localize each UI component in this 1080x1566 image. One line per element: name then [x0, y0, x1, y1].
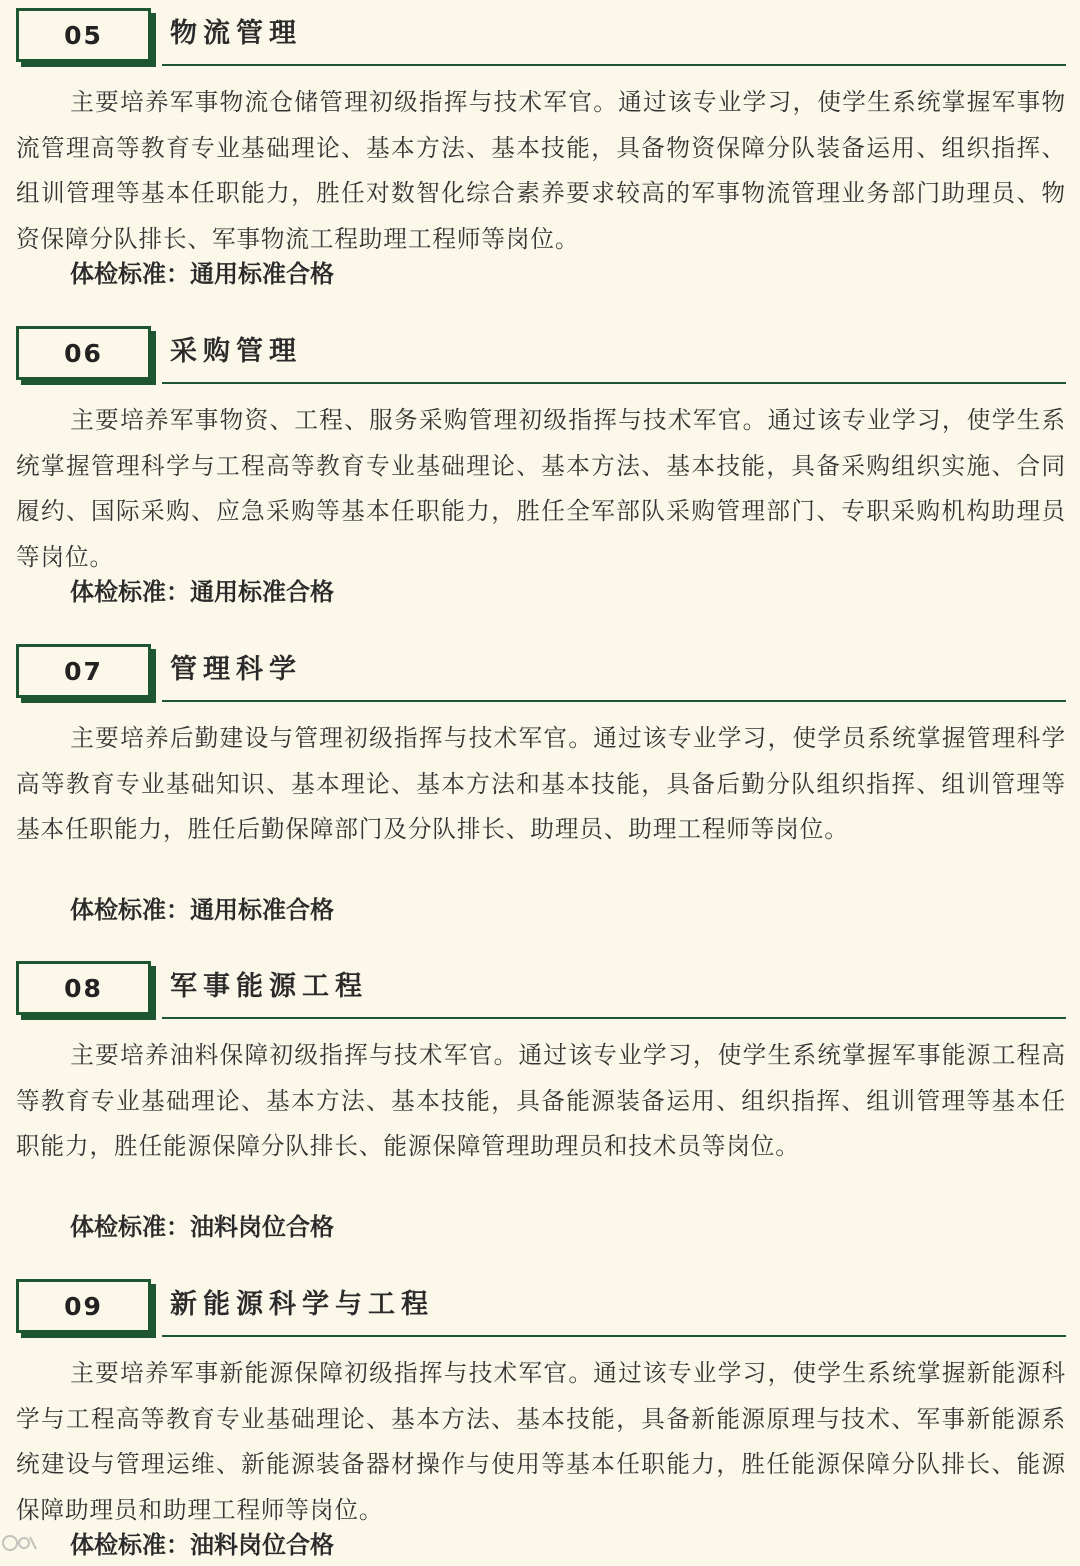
section-number-box: 08: [16, 961, 151, 1015]
section-number-box: 09: [16, 1279, 151, 1333]
section-title: 军事能源工程: [170, 971, 368, 1002]
title-underline: [162, 382, 1066, 384]
section-description: 主要培养军事新能源保障初级指挥与技术军官。通过该专业学习，使学生系统掌握新能源科学与工程高等教育专业基础理论、基本方法、基本技能，具备新能源原理与技术、军事新能源系统建设与管理运维、新能源装备器材操作与使用等基本任职能力，胜任能源保障分队排长、能源保障助理员和助理工程师等岗位。: [16, 1359, 1066, 1524]
physical-exam-standard: 体检标准：通用标准合格: [70, 578, 334, 606]
title-underline: [162, 1017, 1066, 1019]
section-description: 主要培养后勤建设与管理初级指挥与技术军官。通过该专业学习，使学员系统掌握管理科学高等教育专业基础知识、基本理论、基本方法和基本技能，具备后勤分队组织指挥、组训管理等基本任职能力，胜任后勤保障部门及分队排长、助理员、助理工程师等岗位。: [16, 724, 1066, 843]
section-number-box: 06: [16, 326, 151, 380]
section-number-box: 07: [16, 644, 151, 698]
section-description: 主要培养油料保障初级指挥与技术军官。通过该专业学习，使学生系统掌握军事能源工程高等教育专业基础理论、基本方法、基本技能，具备能源装备运用、组织指挥、组训管理等基本任职能力，胜任能源保障分队排长、能源保障管理助理员和技术员等岗位。: [16, 1041, 1066, 1160]
section-number-box: 05: [16, 8, 151, 62]
section-description: 主要培养军事物流仓储管理初级指挥与技术军官。通过该专业学习，使学生系统掌握军事物流管理高等教育专业基础理论、基本方法、基本技能，具备物资保障分队装备运用、组织指挥、组训管理等基本任职能力，胜任对数智化综合素养要求较高的军事物流管理业务部门助理员、物资保障分队排长、军事物流工程助理工程师等岗位。: [16, 88, 1066, 253]
physical-exam-standard: 体检标准：油料岗位合格: [70, 1213, 334, 1241]
title-underline: [162, 64, 1066, 66]
physical-exam-standard: 体检标准：油料岗位合格: [70, 1531, 334, 1559]
physical-exam-standard: 体检标准：通用标准合格: [70, 896, 334, 924]
section-description: 主要培养军事物资、工程、服务采购管理初级指挥与技术军官。通过该专业学习，使学生系统掌握管理科学与工程高等教育专业基础理论、基本方法、基本技能，具备采购组织实施、合同履约、国际采购、应急采购等基本任职能力，胜任全军部队采购管理部门、专职采购机构助理员等岗位。: [16, 406, 1066, 571]
physical-exam-standard: 体检标准：通用标准合格: [70, 260, 334, 288]
section-title: 管理科学: [170, 654, 302, 685]
title-underline: [162, 700, 1066, 702]
section-title: 采购管理: [170, 336, 302, 367]
section-title: 物流管理: [170, 18, 302, 49]
title-underline: [162, 1335, 1066, 1337]
watermark-logo: [0, 1526, 150, 1560]
watermark-icon: [0, 1531, 38, 1555]
section-title: 新能源科学与工程: [170, 1289, 434, 1320]
